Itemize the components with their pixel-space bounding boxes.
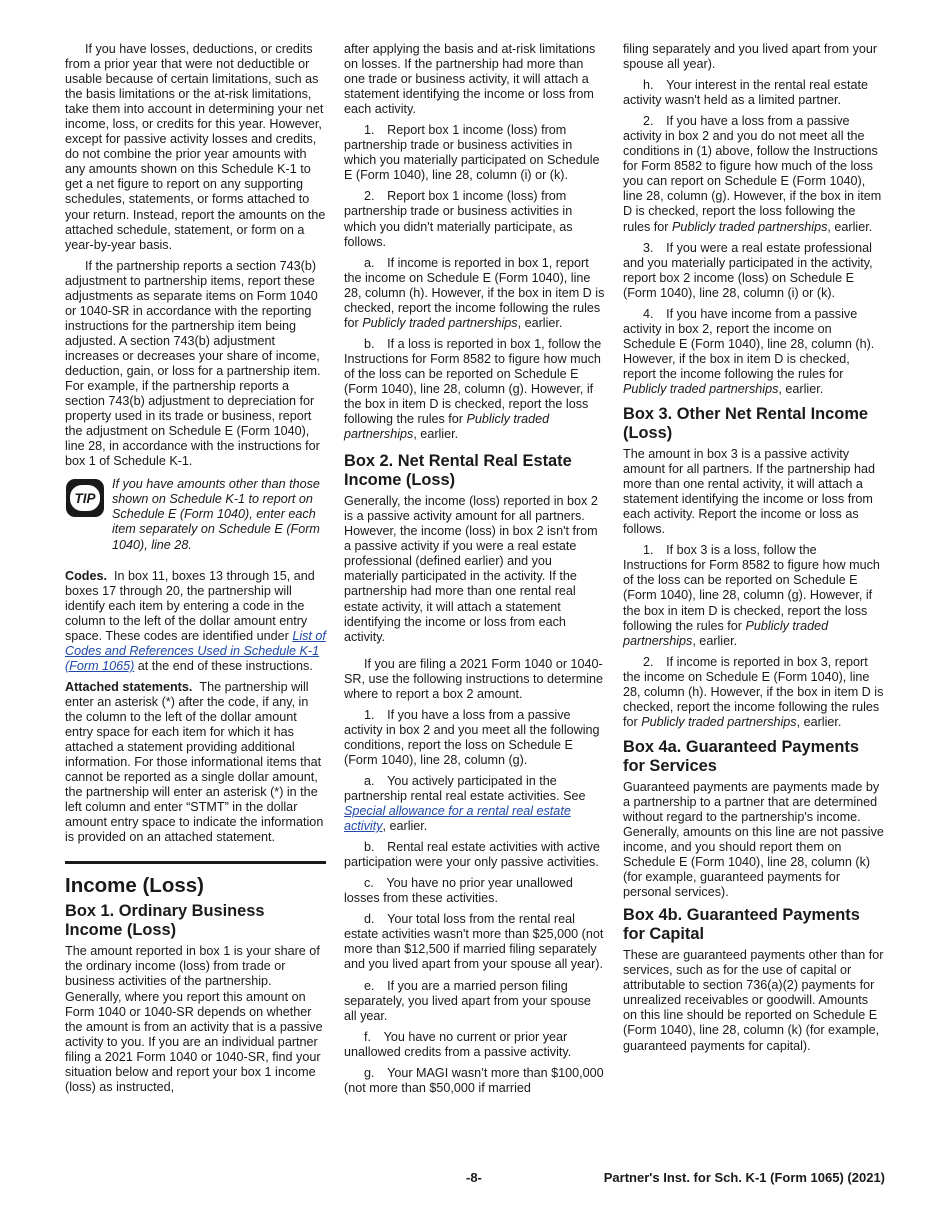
column-right <box>623 42 884 1060</box>
box3-heading: Box 3. Other Net Rental Income (Loss) <box>623 405 869 443</box>
paragraph-box2-item3: 3. If you were a real estate professional and you materially participated in the activity, report box 2 income (loss) on Schedule E (Form 1040), line 28, column (i) or (k). <box>623 240 873 300</box>
tip-icon-label: TIP <box>74 491 96 507</box>
paragraph-box1-item2a: a. If income is reported in box 1, report the income on Schedule E (Form 1040), line 28, column (h). However, if the box in item D is checked, report the income following the rules for Publicly traded partnerships, earlier. <box>344 255 605 330</box>
paragraph-box2-filing: If you are filing a 2021 Form 1040 or 1040-SR, use the following instructions to determine where to report a box 2 amount. <box>344 656 604 701</box>
paragraph-box2-item1d: d. Your total loss from the rental real estate activities wasn't more than $25,000 (not more than $12,500 if married filing separately and you lived apart from your spouse all year). <box>344 912 604 972</box>
paragraph-box2-item4: 4. If you have income from a passive activity in box 2, report the income on Schedule E (Form 1040), line 28, column (h). However, if the box in item D is checked, report the income following the rules for Publicly traded partnerships, earlier. <box>623 306 875 396</box>
income-loss-heading: Income (Loss) <box>65 874 204 898</box>
paragraph-box1: The amount reported in box 1 is your share of the ordinary income (loss) from trade or business activities of the partnership. Generally, where you report this amount on Form 1040 or 1040-SR depends on whether the amount is from an activity that is a passive activity to you. If you are an individual partner filing a 2021 Form 1040 or 1040-SR, find your situation below and report your box 1 income (loss) as instructed, <box>65 944 323 1094</box>
paragraph-box2-item1e: e. If you are a married person filing separately, you lived apart from your spouse all year. <box>344 978 591 1023</box>
tip-icon <box>65 478 105 518</box>
box1-heading: Box 1. Ordinary Business Income (Loss) <box>65 902 265 940</box>
paragraph-box1-item2b: b. If a loss is reported in box 1, follow the Instructions for Form 8582 to figure how much of the loss can be reported on Schedule E (Form 1040), line 28, column (g). However, if the box in item D is checked, report the loss following the rules for Publicly traded partnerships, earlier. <box>344 336 602 442</box>
section-divider <box>65 861 326 864</box>
paragraph-box3-item2: 2. If income is reported in box 3, report the income on Schedule E (Form 1040), line 28, column (h). However, if the box in item D is checked, report the income following the rules for Publicly traded partnerships, earlier. <box>623 654 884 729</box>
paragraph-box1-item1: 1. Report box 1 income (loss) from partnership trade or business activities in which you materially participated on Schedule E (Form 1040), line 28, column (i) or (k). <box>344 123 600 183</box>
box2-heading: Box 2. Net Rental Real Estate Income (Loss) <box>344 452 572 490</box>
codes-reference-link[interactable]: List of Codes and References Used in Schedule K-1 (Form 1065) <box>65 628 326 673</box>
paragraph-box2-item2: 2. If you have a loss from a passive activity in box 2 and you do not meet all the conditions in (1) above, follow the Instructions for Form 8582 to figure how much of the loss you can report on Schedule E (Form 1040), line 28, column (g). However, if the box in item D is checked, report the loss following the rules for Publicly traded partnerships, earlier. <box>623 114 882 234</box>
paragraph-box2-item1h: h. Your interest in the rental real estate activity wasn't held as a limited partner. <box>623 78 868 108</box>
column-middle <box>344 42 605 1102</box>
paragraph-box2-general: Generally, the income (loss) reported in box 2 is a passive activity amount for all partners. However, the income (loss) in box 2 isn't from a passive activity if you were a real estate professional (defined earlier) and you materially participated in the activity. If the partnership had more than one rental real estate activity, it will attach a statement identifying the income or loss from each activity. <box>344 494 598 644</box>
codes-heading: Codes. <box>65 568 107 583</box>
paragraph-codes: Codes. In box 11, boxes 13 through 15, and boxes 17 through 20, the partnership will identify each item by entering a code in the column to the left of the dollar amount entry space. These codes are identified under List of Codes and References Used in Schedule K-1 (Form 1065) at the end of these instructions. <box>65 568 326 673</box>
box4b-heading: Box 4b. Guaranteed Payments for Capital <box>623 906 860 944</box>
paragraph-box2-item1f: f. You have no current or prior year unallowed credits from a passive activity. <box>344 1029 572 1059</box>
paragraph-box2-item1g-continued: filing separately and you lived apart from your spouse all year). <box>623 42 878 72</box>
paragraph-box3-item1: 1. If box 3 is a loss, follow the Instructions for Form 8582 to figure how much of the loss can be reported on Schedule E (Form 1040), line 28, column (g). However, if the box in item D is checked, report the loss following the rules for Publicly traded partnerships, earlier. <box>623 543 880 648</box>
paragraph-box2-item1c: c. You have no prior year unallowed losses from these activities. <box>344 876 573 906</box>
paragraph-box2-item1: 1. If you have a loss from a passive activity in box 2 and you meet all the following conditions, report the loss on Schedule E (Form 1040), line 28, column (g). <box>344 707 600 767</box>
paragraph-attached-statements: Attached statements. The partnership will enter an asterisk (*) after the code, if any, in the column to the left of the dollar amount entry space for each item for which it has attached a statement providing additional information. For those informational items that cannot be reported as a single dollar amount, the partnership will enter an asterisk (*) in the left column and enter “STMT” in the dollar amount entry space to indicate the information is provided on an attached statement. <box>65 679 324 845</box>
paragraph-box3-general: The amount in box 3 is a passive activity amount for all partners. If the partnership had more than one rental activity, it will attach a statement identifying the income or loss from each activity. Report the income or loss as follows. <box>623 447 876 537</box>
paragraph-box1-continued: after applying the basis and at-risk limitations on losses. If the partnership had more than one trade or business activity, it will attach a statement identifying the income or loss from each activity. <box>344 42 596 117</box>
paragraph-section-743b: If the partnership reports a section 743(b) adjustment to partnership items, report these adjustments as separate items on Form 1040 or 1040-SR in accordance with the reporting instructions for the partnership item being adjusted. A section 743(b) adjustment increases or decreases your share of income, deduction, gain, or loss for a partnership item. For example, if the partnership reports a section 743(b) adjustment to depreciation for property used in its trade or business, report the adjustment on Schedule E (Form 1040), line 28, in accordance with the instructions for box 1 of Schedule K-1. <box>65 258 321 469</box>
column-left <box>65 42 326 1101</box>
attached-statements-heading: Attached statements. <box>65 679 193 694</box>
paragraph-box4a: Guaranteed payments are payments made by a partnership to a partner that are determined without regard to the partnership's income. Generally, amounts on this line are not passive income, and you should report them on Schedule E (Form 1040), line 28, column (k) (for example, guaranteed payments for personal services). <box>623 779 884 900</box>
paragraph-box4b: These are guaranteed payments other than for services, such as for the use of capital or attributable to section 736(a)(2) payments for unrealized receivables or goodwill. Amounts on this line should be reported on Schedule E (Form 1040), line 28, column (k) (for example, guaranteed payments for capital). <box>623 948 884 1053</box>
page-number: -8- <box>466 1170 482 1185</box>
footer-title: Partner's Inst. for Sch. K-1 (Form 1065) (2021) <box>603 1170 885 1185</box>
tip-text: If you have amounts other than those shown on Schedule K-1 to report on Schedule E (Form 1040), enter each item separately on Schedule E (Form 1040), line 28. <box>112 477 320 552</box>
paragraph-box2-item1g: g. Your MAGI wasn’t more than $100,000 (not more than $50,000 if married <box>344 1065 604 1095</box>
paragraph-box2-item1a: a. You actively participated in the partnership rental real estate activities. See Special allowance for a rental real estate activity, earlier. <box>344 773 586 834</box>
tip-note <box>65 477 326 552</box>
paragraph-prior-year-losses: If you have losses, deductions, or credits from a prior year that were not deductible or usable because of certain limitations, such as the basis limitations or the at-risk limitations, take them into account in determining your net income, loss, or credits for this year. However, except for passive activity losses and credits, do not combine the prior year amounts with any amounts shown on this Schedule K-1 to get a net figure to report on any supporting schedules, statements, or forms attached to your return. Instead, report the amounts on the attached schedule, statement, or form on a year-by-year basis. <box>65 42 326 252</box>
paragraph-box1-item2: 2. Report box 1 income (loss) from partnership trade or business activities in which you didn't materially participate, as follows. <box>344 189 573 249</box>
special-allowance-link[interactable]: Special allowance for a rental real estate activity <box>344 804 571 834</box>
box4a-heading: Box 4a. Guaranteed Payments for Services <box>623 737 859 775</box>
paragraph-box2-item1b: b. Rental real estate activities with active participation were your only passive activities. <box>344 840 600 870</box>
